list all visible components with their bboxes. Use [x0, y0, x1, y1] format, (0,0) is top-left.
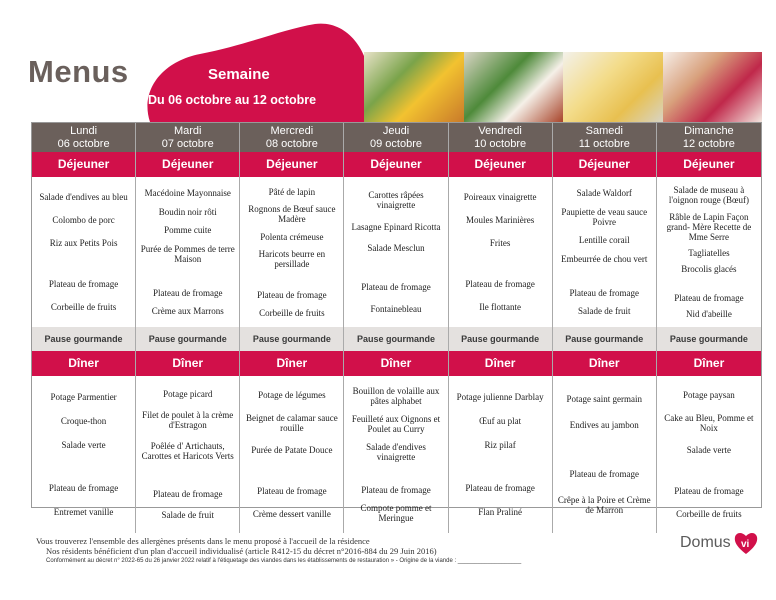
menu-item: Salade d'endives vinaigrette [366, 442, 426, 463]
menu-item: Beignet de calamar sauce rouille [246, 412, 338, 433]
domusvi-logo [680, 530, 759, 556]
lunch-items [449, 177, 552, 327]
menu-item: Plateau de fromage [48, 279, 119, 290]
menu-item: Corbeille de fruits [259, 307, 325, 318]
lunch-items [657, 177, 761, 327]
menu-item: Salade de fruit [161, 510, 214, 520]
day-column [240, 123, 344, 533]
menu-item: Bouillon de volaille aux pâtes alphabet [352, 386, 440, 407]
menu-item: Plateau de fromage [674, 486, 744, 497]
pause-gourmande: Pause gourmande [449, 327, 552, 351]
menu-item: Plateau de fromage [465, 279, 535, 290]
menu-item: Nid d'abeille [685, 308, 732, 319]
dinner-header: Dîner [136, 351, 239, 376]
menu-item: Plateau de fromage [48, 483, 119, 494]
lunch-header: Déjeuner [449, 152, 552, 177]
menu-item: Plateau de fromage [257, 290, 327, 300]
photo-cheese [563, 52, 663, 122]
menu-item: Crème dessert vanille [252, 508, 331, 519]
photo-plated-salad [464, 52, 564, 122]
menu-item: Œuf au plat [479, 415, 522, 426]
day-header [32, 123, 135, 152]
day-name: Mardi [173, 125, 202, 137]
pause-gourmande: Pause gourmande [136, 327, 239, 351]
day-name: Vendredi [478, 125, 522, 137]
day-header [136, 123, 239, 152]
footer-meat-origin-note: Conformément au décret n° 2022-65 du 26 janvier 2022 relatif à l'étiquetage des viandes dans les établissements de restauration » - Origine de la viande : ___________________ [46, 558, 522, 564]
lunch-header: Déjeuner [136, 152, 239, 177]
menu-item: Fontainebleau [370, 303, 422, 314]
day-name: Jeudi [382, 125, 410, 137]
week-label: Semaine [208, 66, 270, 83]
menu-item: Corbeille de fruits [676, 508, 742, 519]
dinner-items [136, 376, 239, 533]
menu-item: Flan Praliné [478, 507, 522, 518]
menu-item: Moules Marinières [466, 214, 535, 225]
menu-item: Rognons de Bœuf sauce Madère [248, 204, 336, 224]
menu-item: Croque-thon [60, 415, 107, 426]
day-date: 06 octobre [57, 138, 110, 150]
menu-item: Plateau de fromage [361, 282, 431, 293]
pause-gourmande: Pause gourmande [240, 327, 343, 351]
day-column [32, 123, 136, 533]
lunch-items [240, 177, 343, 327]
menu-item: Polenta crémeuse [260, 231, 324, 242]
menu-item: Salade de fruit [578, 306, 631, 317]
pause-gourmande: Pause gourmande [344, 327, 447, 351]
day-column [553, 123, 657, 533]
menu-item: Potage saint germain [566, 394, 643, 405]
menu-item: Purée de Patate Douce [251, 445, 333, 456]
menu-item: Riz aux Petits Pois [49, 237, 118, 248]
lunch-items [344, 177, 447, 327]
menu-item: Boudin noir rôti [158, 206, 217, 217]
lunch-header: Déjeuner [32, 152, 135, 177]
lunch-items [136, 177, 239, 327]
pause-gourmande: Pause gourmande [32, 327, 135, 351]
day-date: 07 octobre [161, 138, 214, 150]
day-column [449, 123, 553, 533]
lunch-header: Déjeuner [344, 152, 447, 177]
day-name: Samedi [585, 125, 623, 137]
day-date: 09 octobre [370, 138, 422, 150]
menu-item: Endives au jambon [569, 420, 639, 431]
menu-item: Potage picard [163, 389, 213, 399]
menu-item: Compote pomme et Meringue [360, 502, 432, 523]
week-date-range: Du 06 octobre au 12 octobre [148, 93, 317, 107]
day-column [344, 123, 448, 533]
footer-plan-note: Nos résidents bénéficient d'un plan d'accueil individualisé (article R412-15 du décret n°2016-884 du 29 Juin 2016) [46, 546, 437, 556]
menu-item: Plateau de fromage [361, 484, 431, 495]
dinner-header: Dîner [553, 351, 656, 376]
menu-item: Potage Parmentier [50, 391, 117, 402]
dinner-items [240, 376, 343, 533]
menu-item: Ile flottante [479, 302, 521, 313]
day-header [553, 123, 656, 152]
menu-item: Riz pilaf [484, 439, 516, 450]
lunch-items [32, 177, 135, 327]
menu-item: Plateau de fromage [569, 287, 639, 298]
pause-gourmande: Pause gourmande [553, 327, 656, 351]
dinner-header: Dîner [344, 351, 447, 376]
day-date: 08 octobre [265, 138, 318, 150]
menu-item: Frites [489, 237, 511, 248]
heart-vi-icon [733, 530, 759, 556]
day-header [657, 123, 761, 152]
menu-item: Colombo de porc [52, 214, 115, 225]
menu-item: Plateau de fromage [257, 486, 327, 497]
menu-item: Plateau de fromage [674, 292, 744, 303]
menu-item: Macédoine Mayonnaise [144, 187, 231, 198]
menu-item: Paupiette de veau sauce Poivre [561, 206, 648, 227]
menu-item: Lasagne Epinard Ricotta [351, 221, 441, 232]
menu-item: Salade verte [61, 439, 106, 450]
lunch-items [553, 177, 656, 327]
day-header [449, 123, 552, 152]
menu-item: Corbeille de fruits [50, 302, 117, 313]
menu-item: Haricots beurre en persillade [258, 249, 326, 269]
lunch-header: Déjeuner [657, 152, 761, 177]
dinner-header: Dîner [657, 351, 761, 376]
menu-item: Potage de légumes [258, 390, 326, 401]
day-name: Dimanche [684, 125, 734, 137]
dinner-items [344, 376, 447, 533]
menu-item: Plateau de fromage [465, 483, 535, 494]
dinner-header: Dîner [240, 351, 343, 376]
footer-notes [36, 536, 521, 566]
menu-item: Plateau de fromage [152, 287, 223, 298]
svg-text:vi: vi [740, 539, 750, 550]
page-title: Menus [28, 54, 129, 89]
menu-item: Potage julienne Darblay [456, 391, 544, 402]
day-date: 11 octobre [578, 138, 630, 150]
dinner-items [657, 376, 761, 533]
menu-item: Salade d'endives au bleu [39, 191, 128, 202]
menu-item: Salade de museau à l'oignon rouge (Bœuf) [668, 185, 749, 206]
dinner-header: Dîner [32, 351, 135, 376]
pause-gourmande: Pause gourmande [657, 327, 761, 351]
menu-item: Brocolis glacés [681, 264, 737, 274]
menu-item: Cake au Bleu, Pomme et Noix [664, 412, 754, 433]
lunch-header: Déjeuner [553, 152, 656, 177]
menu-item: Plateau de fromage [569, 468, 639, 479]
menu-item: Crêpe à la Poire et Crème de Marron [557, 494, 651, 515]
day-date: 10 octobre [474, 138, 527, 150]
day-column [136, 123, 240, 533]
menu-item: Potage paysan [683, 390, 735, 401]
day-name: Lundi [70, 125, 98, 137]
menu-item: Râble de Lapin Façon grand- Mère Recette de Mme Serre [666, 211, 752, 242]
menu-item: Salade Mesclun [367, 243, 425, 254]
menu-item: Pâté de lapin [268, 186, 316, 197]
dinner-items [449, 376, 552, 533]
menu-item: Salade Waldorf [576, 187, 632, 198]
dinner-items [32, 376, 135, 533]
footer-allergens-note: Vous trouverez l'ensemble des allergènes présents dans le menu proposé à l'accueil de la résidence [36, 536, 370, 546]
day-date: 12 octobre [682, 138, 735, 150]
day-header [344, 123, 447, 152]
menu-item: Lentille corail [578, 235, 630, 246]
menu-item: Filet de poulet à la crème d'Estragon [142, 410, 234, 430]
menu-item: Crème aux Marrons [151, 306, 224, 317]
menu-item: Entremet vanille [53, 507, 114, 518]
dinner-items [553, 376, 656, 533]
menu-item: Plateau de fromage [152, 489, 223, 499]
food-photo-strip [364, 52, 762, 122]
day-header [240, 123, 343, 152]
lunch-header: Déjeuner [240, 152, 343, 177]
photo-berry-tart [663, 52, 763, 122]
menu-item: Tagliatelles [688, 247, 730, 258]
menu-item: Embeurrée de chou vert [561, 254, 648, 264]
weekly-menu-table [31, 122, 762, 523]
photo-salad-glasses [364, 52, 464, 122]
menu-item: Poireaux vinaigrette [463, 191, 537, 202]
day-name: Mercredi [270, 125, 314, 137]
menu-item: Salade verte [686, 445, 732, 456]
menu-item: Feuilleté aux Oignons et Poulet au Curry [351, 414, 441, 435]
dinner-header: Dîner [449, 351, 552, 376]
day-column [657, 123, 761, 533]
logo-text: Domus [680, 534, 731, 551]
menu-item: Pomme cuite [164, 225, 212, 236]
menu-item: Purée de Pommes de terre Maison [140, 244, 235, 264]
menu-item: Poêlée d' Artichauts, Carottes et Haricots Verts [141, 441, 234, 461]
menu-item: Carottes râpées vinaigrette [368, 190, 424, 211]
